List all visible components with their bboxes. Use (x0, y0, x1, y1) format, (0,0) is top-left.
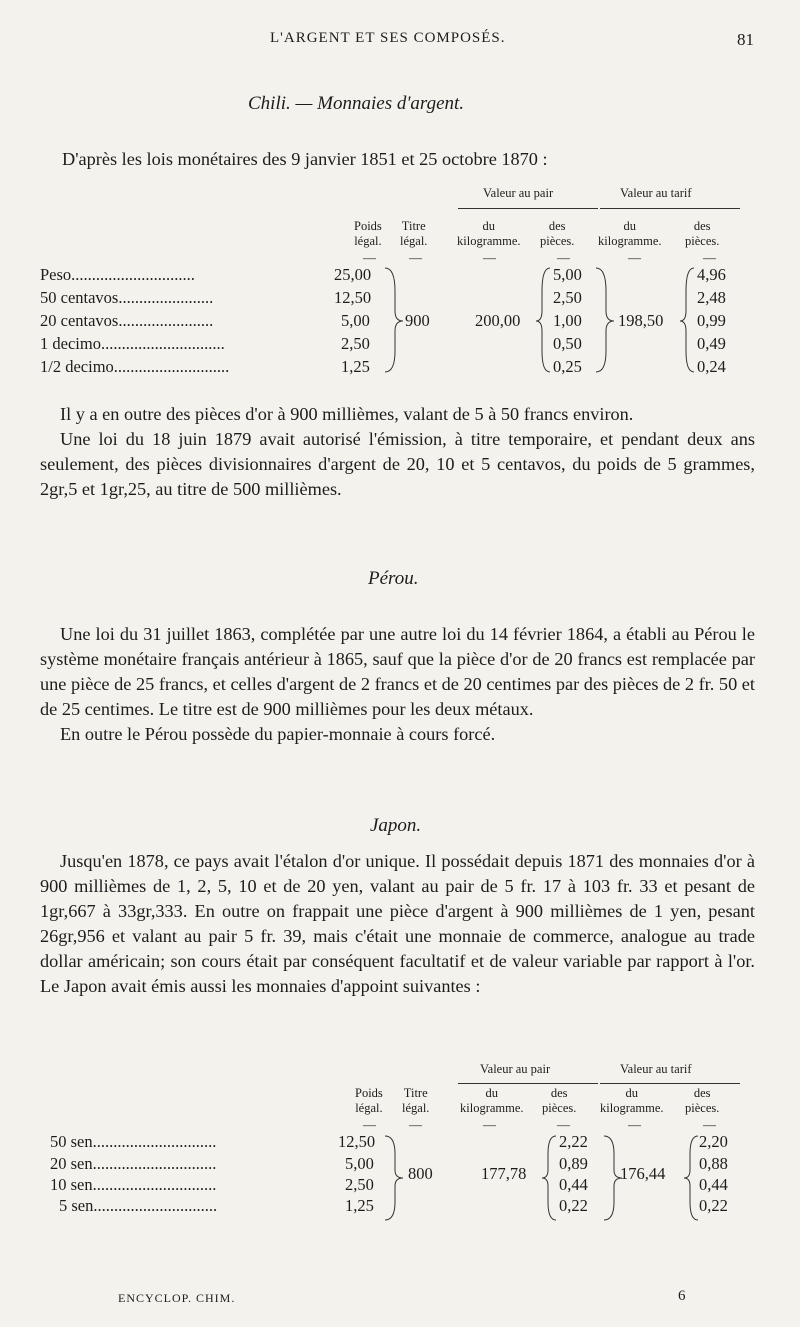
col-pieces-tarif: des pièces. (685, 1086, 720, 1115)
col-pieces-tarif: des pièces. (685, 219, 720, 248)
brace-right (383, 1134, 405, 1222)
japon-paragraphs (40, 849, 755, 999)
brace-left (678, 266, 696, 376)
table-cell: 5,00 (345, 1154, 374, 1173)
section-title-chili: Chili. — Monnaies d'argent. (248, 93, 465, 114)
table-cell: 0,88 (699, 1154, 728, 1173)
dash: — (703, 1117, 716, 1132)
paragraph: Il y a en outre des pièces d'or à 900 millièmes, valant de 5 à 50 francs environ. (60, 404, 634, 424)
table-cell: 1,25 (345, 1196, 374, 1215)
table-cell-kilo-tarif: 176,44 (620, 1164, 666, 1183)
table-cell: 5,00 (341, 311, 370, 330)
chili-intro: D'après les lois monétaires des 9 janvier 1851 et 25 octobre 1870 : (62, 149, 548, 169)
col-poids: Poids légal. (355, 1086, 383, 1115)
table-row: 5 sen.............................. (59, 1196, 218, 1215)
table-cell: 4,96 (697, 265, 726, 284)
dash: — (483, 1117, 496, 1132)
brace-rule (600, 1083, 740, 1084)
section-title-perou: Pérou. (368, 568, 419, 589)
dash: — (363, 1117, 376, 1132)
table-cell: 0,22 (699, 1196, 728, 1215)
table-row: 50 centavos....................... (40, 288, 214, 307)
perou-paragraphs (40, 622, 755, 747)
table-cell: 0,44 (699, 1175, 728, 1194)
table-cell-kilo-tarif: 198,50 (618, 311, 664, 330)
table-cell-kilo-pair: 177,78 (481, 1164, 527, 1183)
table-row: 1 decimo.............................. (40, 334, 225, 353)
table-row: 50 sen.............................. (50, 1132, 217, 1151)
col-kilo-pair: du kilogramme. (457, 219, 521, 248)
table-cell: 1,25 (341, 357, 370, 376)
col-group-valeur-tarif: Valeur au tarif (620, 1062, 692, 1076)
section-title-japon: Japon. (370, 815, 422, 836)
table-cell: 0,99 (697, 311, 726, 330)
table-cell: 0,49 (697, 334, 726, 353)
paragraph: Une loi du 18 juin 1879 avait autorisé l'émission, à titre temporaire, et pendant deux ans seulement, des pièces divisionnaires d'argent de 20, 10 et 5 centavos, du poids de 5 grammes, 2gr,5 et 1gr,25, au titre de 500 millièmes. (40, 429, 755, 499)
brace-rule (458, 208, 598, 209)
page-number: 81 (737, 30, 754, 49)
brace-right (602, 1134, 624, 1222)
col-titre: Titre légal. (402, 1086, 430, 1115)
dash: — (409, 1117, 422, 1132)
table-cell-kilo-pair: 200,00 (475, 311, 521, 330)
dash: — (409, 250, 422, 265)
dash: — (628, 250, 641, 265)
paragraph: Jusqu'en 1878, ce pays avait l'étalon d'or unique. Il possédait depuis 1871 des monnaies d'or à 900 millièmes de 1, 2, 5, 10 et de 20 yen, valant au pair de 5 fr. 17 à 103 fr. 33 et pesant de 1gr,667 à 33gr,333. En outre on frappait une pièce d'argent à 900 millièmes de 1 yen, pesant 26gr,956 et valant au pair 5 fr. 39, mais c'était une monnaie de commerce, analogue au trade dollar américain; son cours était par conséquent facultatif et de valeur variable par rapport à l'or. Le Japon avait émis aussi les monnaies d'appoint suivantes : (40, 851, 755, 996)
paragraph: Une loi du 31 juillet 1863, complétée par une autre loi du 14 février 1864, a établi au Pérou le système monétaire français antérieur à 1865, sauf que la pièce d'or de 20 francs est remplacée par une pièce de 25 francs, et celles d'argent de 2 francs et de 20 centimes par des pièces de 2 fr. 50 et de 25 centimes. Le titre est de 900 millièmes pour les deux métaux. (40, 624, 755, 719)
brace-left (540, 1134, 558, 1222)
table-row: Peso.............................. (40, 265, 195, 284)
signature-mark: 6 (678, 1288, 686, 1304)
table-cell: 0,25 (553, 357, 582, 376)
dash: — (363, 250, 376, 265)
dash: — (628, 1117, 641, 1132)
table-cell: 1,00 (553, 311, 582, 330)
table-row: 1/2 decimo............................ (40, 357, 230, 376)
col-group-valeur-tarif: Valeur au tarif (620, 186, 692, 200)
table-cell: 2,50 (553, 288, 582, 307)
brace-rule (458, 1083, 598, 1084)
table-cell: 0,22 (559, 1196, 588, 1215)
chili-paragraphs (40, 402, 755, 502)
col-group-valeur-pair: Valeur au pair (480, 1062, 551, 1076)
table-cell: 0,89 (559, 1154, 588, 1173)
table-cell: 0,44 (559, 1175, 588, 1194)
col-poids: Poids légal. (354, 219, 382, 248)
table-cell-titre: 800 (408, 1164, 433, 1183)
brace-right (383, 266, 405, 376)
col-kilo-tarif: du kilogramme. (598, 219, 662, 248)
col-titre: Titre légal. (400, 219, 428, 248)
table-cell: 25,00 (334, 265, 372, 284)
col-pieces-pair: des pièces. (542, 1086, 577, 1115)
dash: — (557, 1117, 570, 1132)
table-row: 20 centavos....................... (40, 311, 214, 330)
table-cell: 5,00 (553, 265, 582, 284)
table-cell: 2,50 (345, 1175, 374, 1194)
table-cell: 12,50 (338, 1132, 376, 1151)
table-cell: 2,48 (697, 288, 726, 307)
table-cell: 0,24 (697, 357, 726, 376)
table-cell: 0,50 (553, 334, 582, 353)
table-cell: 2,20 (699, 1132, 728, 1151)
col-kilo-pair: du kilogramme. (460, 1086, 524, 1115)
brace-left (682, 1134, 700, 1222)
paragraph: En outre le Pérou possède du papier-monnaie à cours forcé. (60, 724, 496, 744)
brace-left (534, 266, 552, 376)
table-cell: 2,22 (559, 1132, 588, 1151)
table-cell: 2,50 (341, 334, 370, 353)
running-head: L'ARGENT ET SES COMPOSÉS. (270, 30, 506, 46)
col-kilo-tarif: du kilogramme. (600, 1086, 664, 1115)
col-pieces-pair: des pièces. (540, 219, 575, 248)
table-cell: 12,50 (334, 288, 372, 307)
table-cell-titre: 900 (405, 311, 430, 330)
brace-rule (600, 208, 740, 209)
col-group-valeur-pair: Valeur au pair (483, 186, 554, 200)
brace-right (594, 266, 616, 376)
dash: — (483, 250, 496, 265)
table-row: 10 sen.............................. (50, 1175, 217, 1194)
dash: — (557, 250, 570, 265)
footer-left: ENCYCLOP. CHIM. (118, 1291, 236, 1305)
dash: — (703, 250, 716, 265)
table-row: 20 sen.............................. (50, 1154, 217, 1173)
